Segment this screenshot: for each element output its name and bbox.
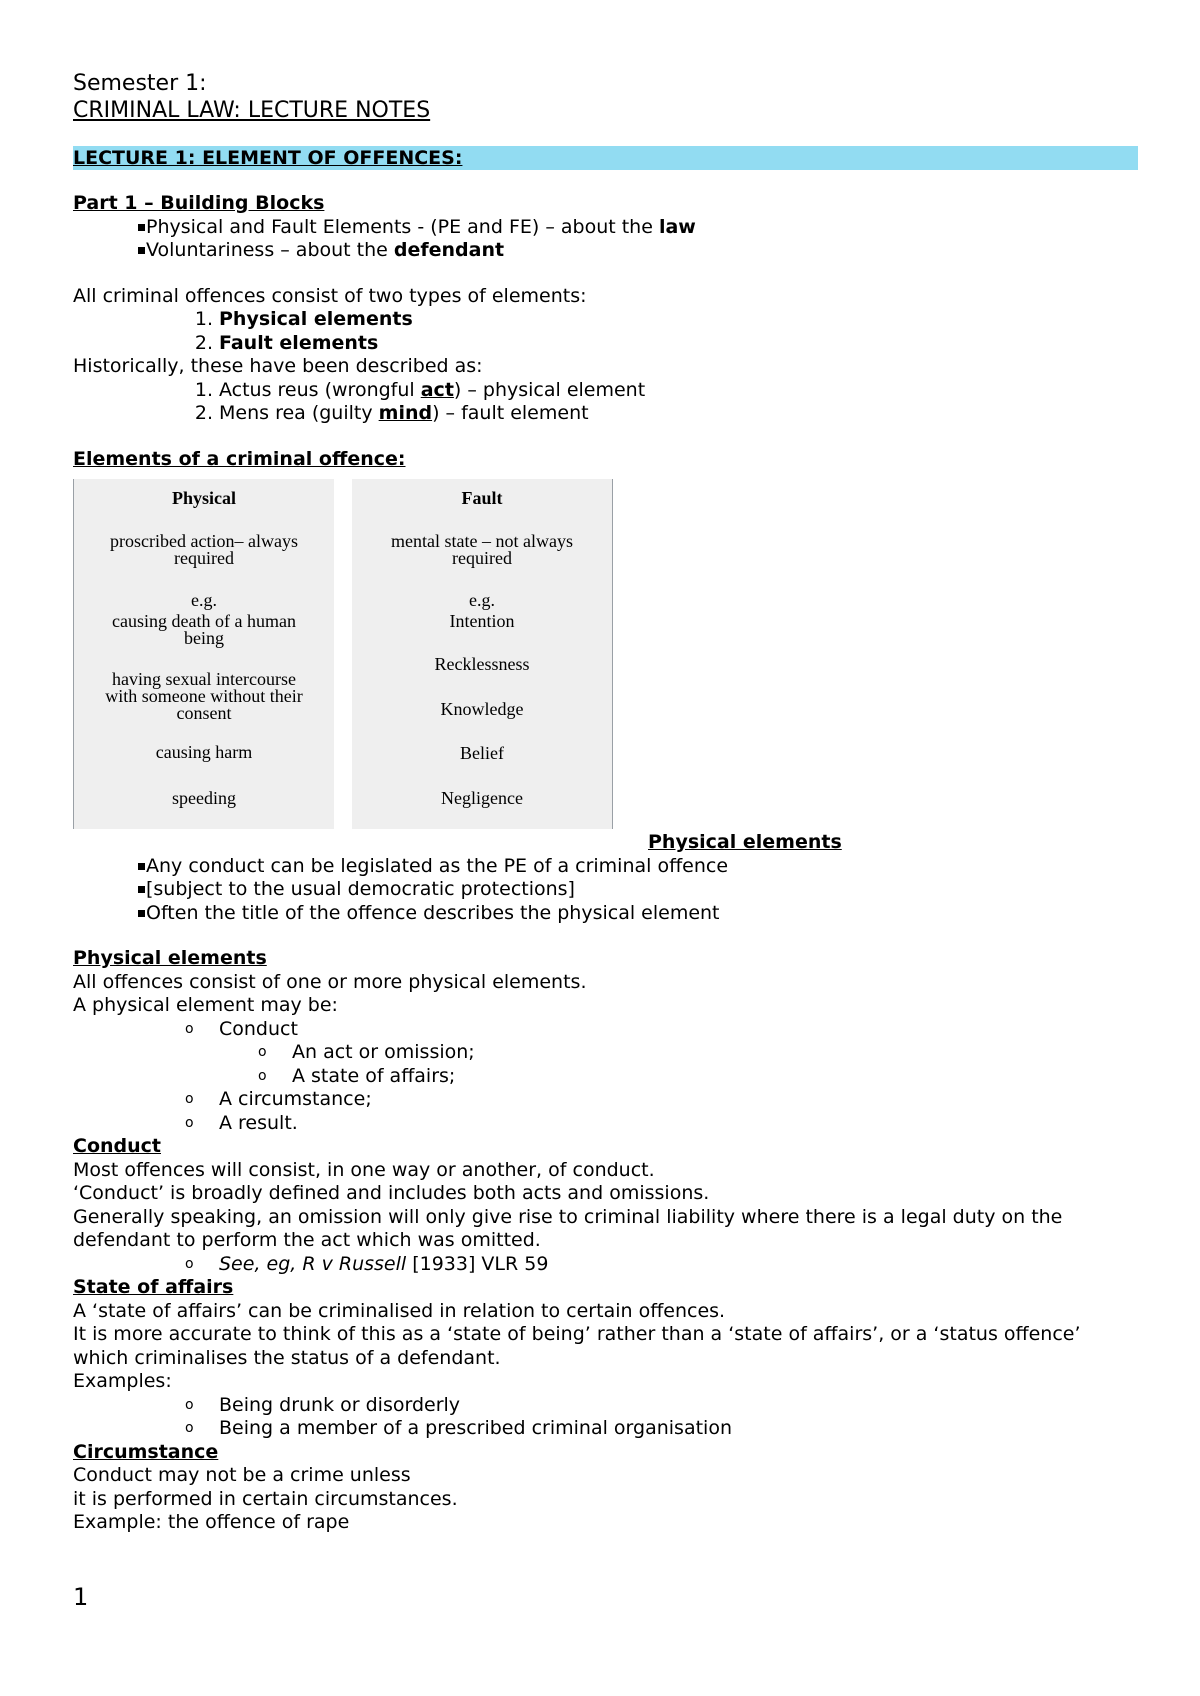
paragraph: Generally speaking, an omission will only give rise to criminal liability where there is a legal duty on the defendant to perform the act which was omitted.: [73, 1205, 1063, 1251]
bullet-icon: [138, 855, 145, 879]
circle-bullet-icon: o: [185, 1396, 194, 1413]
physical-section-heading: Physical elements: [73, 947, 267, 969]
list-item: 2. Mens rea (guilty mind) – fault element: [194, 402, 589, 424]
paragraph: Example: the offence of rape: [73, 1511, 350, 1533]
elements-figure: [73, 479, 1138, 831]
list-item: 1. Actus reus (wrongful act) – physical element: [194, 378, 646, 401]
conduct-heading: Conduct: [73, 1135, 161, 1157]
list-item: Voluntariness – about the defendant: [73, 239, 1138, 263]
list-item: o A circumstance;: [185, 1088, 372, 1110]
list-item: Physical and Fault Elements - (PE and FE) – about the law: [73, 216, 1138, 240]
list-item: [subject to the usual democratic protections]: [73, 878, 1138, 902]
paragraph: Conduct may not be a crime unless: [73, 1464, 411, 1486]
intro-lead: All criminal offences consist of two types of elements:: [73, 284, 587, 307]
paragraph: It is more accurate to think of this as a ‘state of being’ rather than a ‘state of affairs’, or a ‘status offence’ which criminalises the status of a defendant.: [73, 1323, 1081, 1369]
course-title: CRIMINAL LAW: LECTURE NOTES: [73, 98, 431, 123]
paragraph: All offences consist of one or more physical elements.: [73, 970, 587, 993]
elements-heading: Elements of a criminal offence:: [73, 447, 406, 470]
part1-heading: Part 1 – Building Blocks: [73, 192, 325, 214]
list-item: o Being drunk or disorderly: [185, 1393, 461, 1416]
list-item: o Conduct: [185, 1017, 298, 1040]
physical-centered-heading: Physical elements: [648, 831, 842, 853]
paragraph: Examples:: [73, 1370, 172, 1392]
page-number: 1: [73, 1583, 89, 1611]
circle-bullet-icon: o: [185, 1020, 194, 1037]
semester-label: Semester 1:: [73, 71, 207, 96]
paragraph: it is performed in certain circumstances.: [73, 1487, 458, 1510]
list-item: o A state of affairs;: [258, 1064, 456, 1087]
circle-bullet-icon: o: [258, 1044, 267, 1060]
state-heading: State of affairs: [73, 1276, 234, 1298]
list-item: o Being a member of a prescribed criminal organisation: [185, 1417, 732, 1439]
document-page: [73, 70, 1138, 1535]
list-item: Any conduct can be legislated as the PE of a criminal offence: [73, 855, 1138, 879]
bullet-icon: [138, 902, 145, 926]
list-item: Often the title of the offence describes the physical element: [73, 902, 1138, 926]
circumstance-heading: Circumstance: [73, 1440, 219, 1463]
circle-bullet-icon: o: [185, 1114, 194, 1131]
citation: o See, eg, R v Russell [1933] VLR 59: [185, 1252, 549, 1275]
list-item: o An act or omission;: [258, 1041, 475, 1063]
historic-lead: Historically, these have been described as:: [73, 355, 483, 377]
paragraph: A ‘state of affairs’ can be criminalised in relation to certain offences.: [73, 1299, 726, 1322]
list-item: o A result.: [185, 1111, 298, 1134]
paragraph: ‘Conduct’ is broadly defined and includes both acts and omissions.: [73, 1182, 710, 1204]
list-item: 1. Physical elements: [194, 308, 413, 330]
lecture-banner: LECTURE 1: ELEMENT OF OFFENCES:: [73, 146, 1138, 170]
bullet-icon: [138, 878, 145, 902]
fault-column: Fault mental state – not always required e.g. Intention Recklessness Knowledge Belief Negligence: [352, 479, 613, 829]
bullet-icon: [138, 216, 145, 240]
paragraph: A physical element may be:: [73, 994, 338, 1016]
bullet-icon: [138, 239, 145, 263]
circle-bullet-icon: o: [185, 1091, 194, 1107]
circle-bullet-icon: o: [258, 1067, 267, 1084]
circle-bullet-icon: o: [185, 1255, 194, 1272]
paragraph: Most offences will consist, in one way or another, of conduct.: [73, 1158, 655, 1181]
list-item: 2. Fault elements: [194, 331, 379, 354]
circle-bullet-icon: o: [185, 1420, 194, 1436]
physical-column: Physical proscribed action– always required e.g. causing death of a human being having sexual intercourse with someone without their consent causing harm speeding: [73, 479, 334, 829]
